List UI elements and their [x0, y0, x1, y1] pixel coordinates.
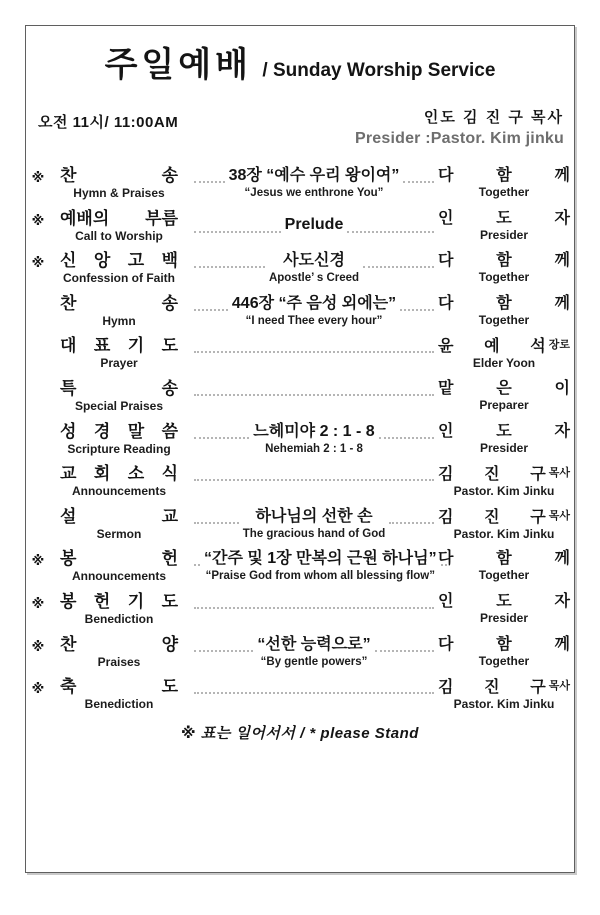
dot-leader-left [194, 507, 239, 524]
page-title [26, 43, 574, 94]
item-content-block [190, 677, 438, 694]
item-title-english: Benediction [84, 611, 154, 626]
subheader [26, 108, 574, 150]
service-row [26, 635, 574, 678]
item-content-text [232, 294, 396, 328]
stand-marker: ※ [31, 638, 45, 654]
item-content-korean: Prelude [284, 215, 344, 233]
item-content-block [190, 379, 438, 396]
dot-leader-left [194, 635, 253, 652]
dot-leader-left [194, 209, 281, 233]
dot-leader-left [194, 549, 200, 566]
item-person-english: Pastor. Kim Jinku [453, 697, 555, 712]
item-person-english: Presider [479, 440, 529, 455]
item-title-korean: 성 경 말 씀 [60, 421, 178, 441]
item-title-english: Sermon [96, 526, 142, 541]
item-person-block [438, 294, 570, 328]
item-person-title-suffix: 목사 [548, 680, 570, 693]
item-person-english: Together [478, 312, 530, 327]
dot-leader-left [194, 592, 434, 609]
item-content-block [190, 507, 438, 541]
worship-bulletin-page [25, 25, 575, 873]
item-person-korean: 김 진 구 [438, 679, 546, 697]
item-person-korean-line [438, 294, 570, 313]
dot-leader-right [403, 166, 434, 183]
item-person-korean: 맡 은 이 [438, 379, 570, 397]
item-content-text [269, 251, 359, 285]
item-title-block [48, 422, 190, 456]
item-content-block [190, 209, 438, 241]
item-person-korean-line [438, 422, 570, 441]
stand-marker: ※ [31, 595, 45, 611]
dot-leader-right [379, 422, 434, 439]
item-title-block [48, 464, 190, 498]
item-title-english: Announcements [71, 569, 166, 584]
service-row [26, 592, 574, 635]
item-person-korean: 다 함 께 [438, 635, 570, 653]
item-content-text [253, 422, 374, 456]
item-title-korean: 대 표 기 도 [60, 336, 178, 356]
presider-block [355, 108, 564, 150]
item-person-english: Presider [479, 610, 529, 625]
item-person-korean: 인 도 자 [438, 209, 570, 227]
item-title-block [48, 336, 190, 370]
service-row [26, 251, 574, 294]
item-content-english: “Praise God from whom all blessing flow” [205, 570, 435, 583]
item-person-block [438, 635, 570, 669]
item-person-english: Preparer [479, 397, 529, 412]
title-korean: 주일예배 [104, 46, 252, 84]
item-content-korean: “선한 능력으로” [257, 635, 371, 653]
item-person-title-suffix: 목사 [548, 509, 570, 522]
item-person-block [438, 251, 570, 285]
item-title-english: Hymn [102, 313, 136, 328]
item-title-korean: 설 교 [60, 506, 178, 526]
item-content-english: Apostle’ s Creed [268, 272, 360, 285]
item-title-block [48, 251, 190, 285]
item-title-korean: 봉 헌 [60, 549, 178, 569]
item-person-korean-line [438, 507, 570, 527]
item-content-english: “I need Thee every hour” [245, 314, 383, 327]
item-content-block [190, 336, 438, 353]
dot-leader-right [375, 635, 434, 652]
item-content-korean: 사도신경 [283, 252, 345, 270]
item-person-korean: 인 도 자 [438, 592, 570, 610]
presider-korean: 인도 김 진 구 목사 [423, 109, 564, 126]
service-row [26, 422, 574, 465]
item-content-korean: “간주 및 1장 만복의 근원 하나님” [204, 550, 437, 568]
item-title-korean: 축 도 [60, 677, 178, 697]
dot-leader-right [389, 507, 434, 524]
item-title-block [48, 635, 190, 669]
item-title-english: Special Praises [74, 398, 164, 413]
item-person-korean: 다 함 께 [438, 167, 570, 184]
item-title-korean: 찬 양 [60, 634, 178, 654]
item-title-block [48, 379, 190, 413]
item-person-korean-line [438, 677, 570, 697]
item-person-korean: 다 함 께 [438, 294, 570, 312]
item-person-korean: 다 함 께 [438, 252, 570, 270]
item-content-korean: 하나님의 선한 손 [255, 507, 373, 525]
dot-leader-left [194, 336, 434, 353]
item-person-block [438, 166, 570, 200]
item-title-block [48, 209, 190, 243]
service-order-list [26, 166, 574, 720]
item-person-english: Together [478, 653, 530, 668]
dot-leader-right [400, 294, 434, 311]
item-person-english: Together [478, 185, 530, 199]
service-row [26, 464, 574, 507]
item-title-block [48, 166, 190, 200]
dot-leader-right [347, 209, 434, 233]
item-person-block [438, 209, 570, 243]
item-title-english: Announcements [71, 484, 166, 499]
item-content-korean: 38장 “예수 우리 왕이여” [228, 167, 400, 184]
item-content-block [190, 549, 438, 583]
item-content-english: The gracious hand of God [242, 527, 386, 540]
item-person-korean-line [438, 166, 570, 185]
item-title-korean: 교 회 소 식 [60, 464, 178, 484]
item-content-english: Nehemiah 2 : 1 - 8 [265, 442, 363, 455]
item-title-english: Prayer [100, 356, 138, 371]
item-title-korean: 봉 헌 기 도 [60, 591, 178, 611]
service-time: 오전 11시/ 11:00AM [38, 114, 179, 131]
item-content-english: “By gentle powers” [260, 655, 368, 668]
item-person-korean: 김 진 구 [438, 466, 546, 484]
item-content-text [257, 635, 370, 669]
item-content-korean: 446장 “주 음성 외에는” [231, 294, 397, 312]
item-title-english: Praises [97, 654, 141, 669]
item-person-korean-line [438, 592, 570, 611]
item-title-block [48, 677, 190, 711]
title-english: / Sunday Worship Service [262, 60, 496, 81]
item-person-english: Presider [479, 227, 529, 242]
item-content-text [243, 507, 385, 541]
item-person-korean: 김 진 구 [438, 508, 546, 526]
item-person-korean-line [438, 464, 570, 484]
item-person-block [438, 549, 570, 583]
item-person-block [438, 422, 570, 456]
item-content-block [190, 251, 438, 285]
item-content-block [190, 294, 438, 328]
service-row [26, 549, 574, 592]
stand-marker: ※ [31, 553, 45, 569]
item-person-english: Elder Yoon [472, 356, 536, 371]
item-person-korean-line [438, 251, 570, 270]
stand-marker: ※ [31, 212, 45, 228]
item-content-block [190, 592, 438, 609]
item-person-korean: 인 도 자 [438, 422, 570, 440]
dot-leader-right [363, 251, 434, 268]
item-title-korean: 찬 송 [60, 166, 178, 185]
item-title-block [48, 592, 190, 626]
item-content-korean: 느헤미야 2 : 1 - 8 [253, 422, 375, 440]
stand-marker: ※ [31, 681, 45, 697]
item-title-korean: 신 앙 고 백 [60, 251, 178, 271]
item-person-korean: 윤 예 석 [438, 338, 546, 356]
item-person-korean-line [438, 209, 570, 228]
item-person-block [438, 677, 570, 712]
item-person-title-suffix: 장로 [548, 339, 570, 352]
item-person-english: Together [478, 270, 530, 285]
service-row [26, 209, 574, 252]
service-row [26, 507, 574, 550]
item-content-block [190, 166, 438, 200]
service-row [26, 379, 574, 422]
item-person-block [438, 507, 570, 542]
dot-leader-left [194, 166, 225, 183]
item-person-english: Pastor. Kim Jinku [453, 484, 555, 499]
dot-leader-left [194, 677, 434, 694]
dot-leader-left [194, 464, 434, 481]
item-title-korean: 예배의 부름 [60, 208, 178, 228]
item-content-text [204, 549, 437, 583]
item-person-korean-line [438, 379, 570, 398]
service-row [26, 336, 574, 379]
dot-leader-left [194, 422, 249, 439]
stand-marker: ※ [31, 255, 45, 271]
item-content-english: “Jesus we enthrone You” [244, 187, 384, 199]
item-person-title-suffix: 목사 [548, 467, 570, 480]
item-title-block [48, 294, 190, 328]
item-title-block [48, 507, 190, 541]
item-person-block [438, 464, 570, 499]
item-person-korean-line [438, 336, 570, 356]
item-person-korean-line [438, 549, 570, 568]
dot-leader-left [194, 379, 434, 396]
dot-leader-left [194, 294, 228, 311]
item-person-english: Pastor. Kim Jinku [453, 526, 555, 541]
item-person-english: Together [478, 568, 530, 583]
service-row [26, 294, 574, 337]
item-title-english: Benediction [84, 697, 154, 712]
item-content-block [190, 464, 438, 481]
item-person-block [438, 336, 570, 371]
item-title-english: Scripture Reading [67, 441, 171, 456]
item-title-block [48, 549, 190, 583]
service-row [26, 677, 574, 720]
item-person-korean-line [438, 635, 570, 654]
item-person-korean: 다 함 께 [438, 550, 570, 568]
presider-english: Presider :Pastor. Kim jinku [354, 130, 564, 147]
item-content-block [190, 422, 438, 456]
item-title-english: Hymn & Praises [73, 186, 165, 200]
item-content-text [229, 166, 400, 200]
item-content-text [285, 209, 344, 241]
service-row [26, 166, 574, 209]
item-person-block [438, 379, 570, 413]
item-title-english: Call to Worship [75, 228, 163, 243]
item-title-english: Confession of Faith [63, 271, 175, 286]
item-title-korean: 찬 송 [60, 293, 178, 313]
item-content-block [190, 635, 438, 669]
dot-leader-left [194, 251, 265, 268]
item-title-korean: 특 송 [60, 378, 178, 398]
stand-footnote: ※ 표는 일어서서 / * please Stand [181, 724, 419, 742]
stand-marker: ※ [31, 170, 45, 185]
item-person-block [438, 592, 570, 626]
